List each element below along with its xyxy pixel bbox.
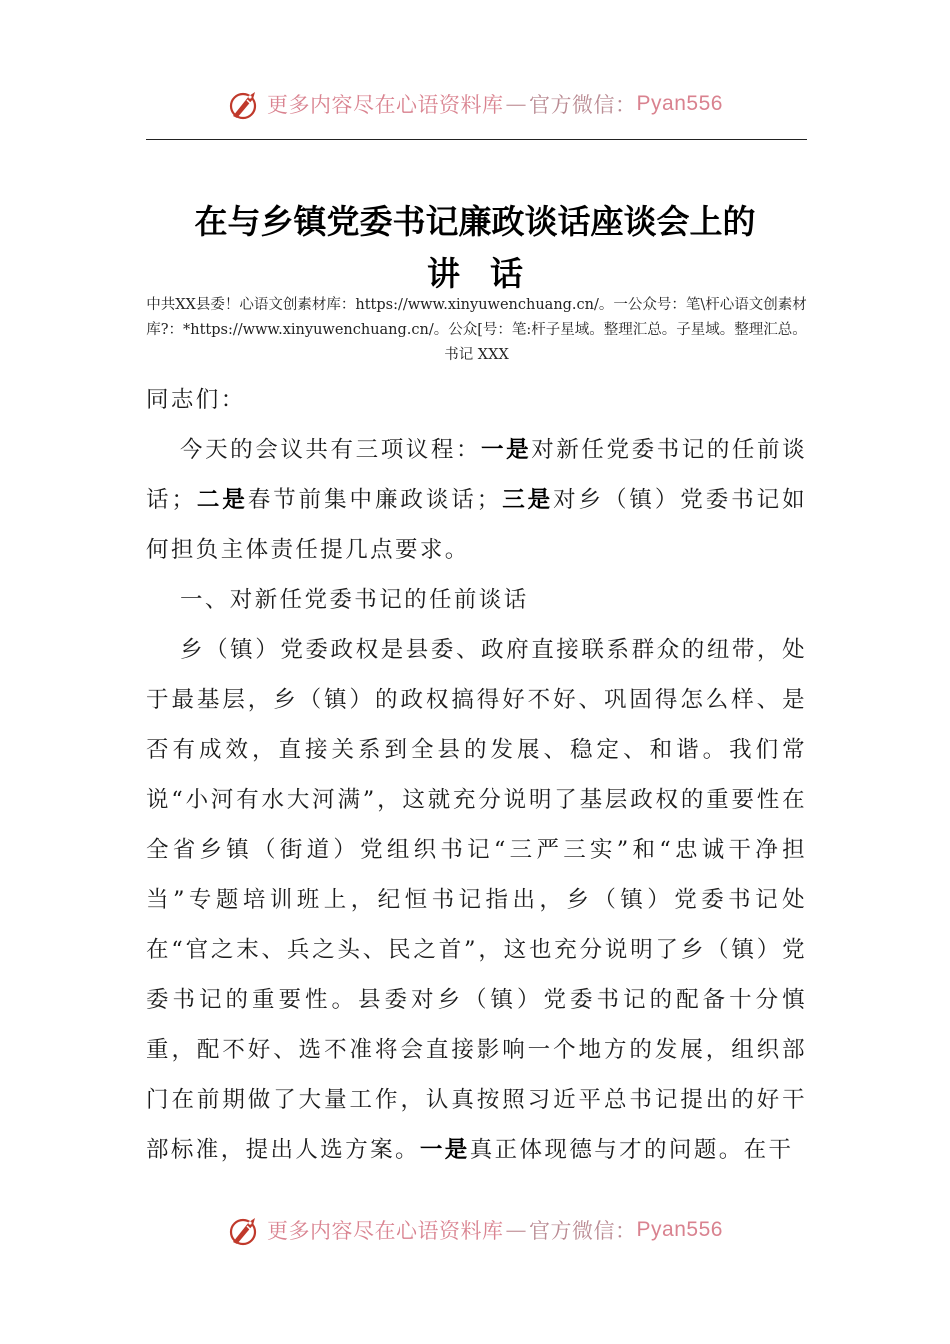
pen-nib-logo-icon: [227, 86, 263, 122]
footer-banner: [0, 1208, 950, 1252]
pen-nib-logo-icon: [227, 1212, 263, 1248]
paragraph-township: [146, 625, 807, 1175]
banner-text: 更多内容尽在心语资料库: [267, 93, 504, 117]
title-line-2: 讲话: [427, 254, 553, 293]
document-body: [146, 375, 807, 1175]
emphasis: 二是: [196, 487, 248, 513]
banner-wechat-label: 官方微信：: [529, 1219, 637, 1243]
banner-separator: —: [505, 92, 528, 116]
header-banner: [0, 82, 950, 126]
text-run: 春节前集中廉政谈话；: [247, 487, 502, 513]
emphasis: 一是: [481, 437, 532, 463]
document-title: [100, 196, 850, 300]
banner-handle: Pyan556: [636, 92, 723, 115]
section-heading: 一、对新任党委书记的任前谈话: [180, 587, 529, 613]
header-rule: [146, 139, 807, 140]
paragraph-agenda: [146, 425, 807, 575]
text-run: 对乡（镇）党委书记如何担负主体责任提几点要求。: [146, 487, 807, 563]
title-line-1: 在与乡镇党委书记廉政谈话座谈会上的: [194, 202, 756, 241]
banner-handle: Pyan556: [636, 1218, 723, 1241]
emphasis: 三是: [501, 487, 554, 513]
text-run: 真正体现德与才的问题。在干: [469, 1137, 794, 1163]
text-run: 乡（镇）党委政权是县委、政府直接联系群众的纽带，处于最基层，乡（镇）的政权搞得好不好、巩固得怎么样、是否有成效，直接关系到全县的发展、稳定、和谐。我们常说“小河有水大河满”，这就充分说明了基层政权的重要性在全省乡镇（街道）党组织书记“三严三实”和“忠诚干净担当”专题培训班上，纪恒书记指出，乡（镇）党委书记处在“官之末、兵之头、民之首”，这也充分说明了乡（镇）党委书记的重要性。县委对乡（镇）党委书记的配备十分慎重，配不好、选不准将会直接影响一个地方的发展，组织部门在前期做了大量工作，认真按照习近平总书记提出的好干部标准，提出人选方案。: [146, 637, 807, 1163]
banner-wechat-label: 官方微信：: [529, 93, 637, 117]
text-run: 今天的会议共有三项议程：: [180, 437, 482, 463]
banner-separator: —: [505, 1218, 528, 1242]
text-run: 对新任党委书记的任前谈话；: [146, 437, 807, 513]
banner-text: 更多内容尽在心语资料库: [267, 1219, 504, 1243]
emphasis: 一是: [419, 1137, 470, 1163]
salutation: 同志们：: [146, 387, 246, 413]
document-subtitle: 中共XX县委！心语文创素材库：https://www.xinyuwenchuang.cn/。一公众号：笔\杆心语文创素材库?：*https://www.xinyuwenchuang.cn/。公众[号：笔:杆子星域。整理汇总。子星域。整理汇总。书记 XXX: [146, 297, 807, 363]
